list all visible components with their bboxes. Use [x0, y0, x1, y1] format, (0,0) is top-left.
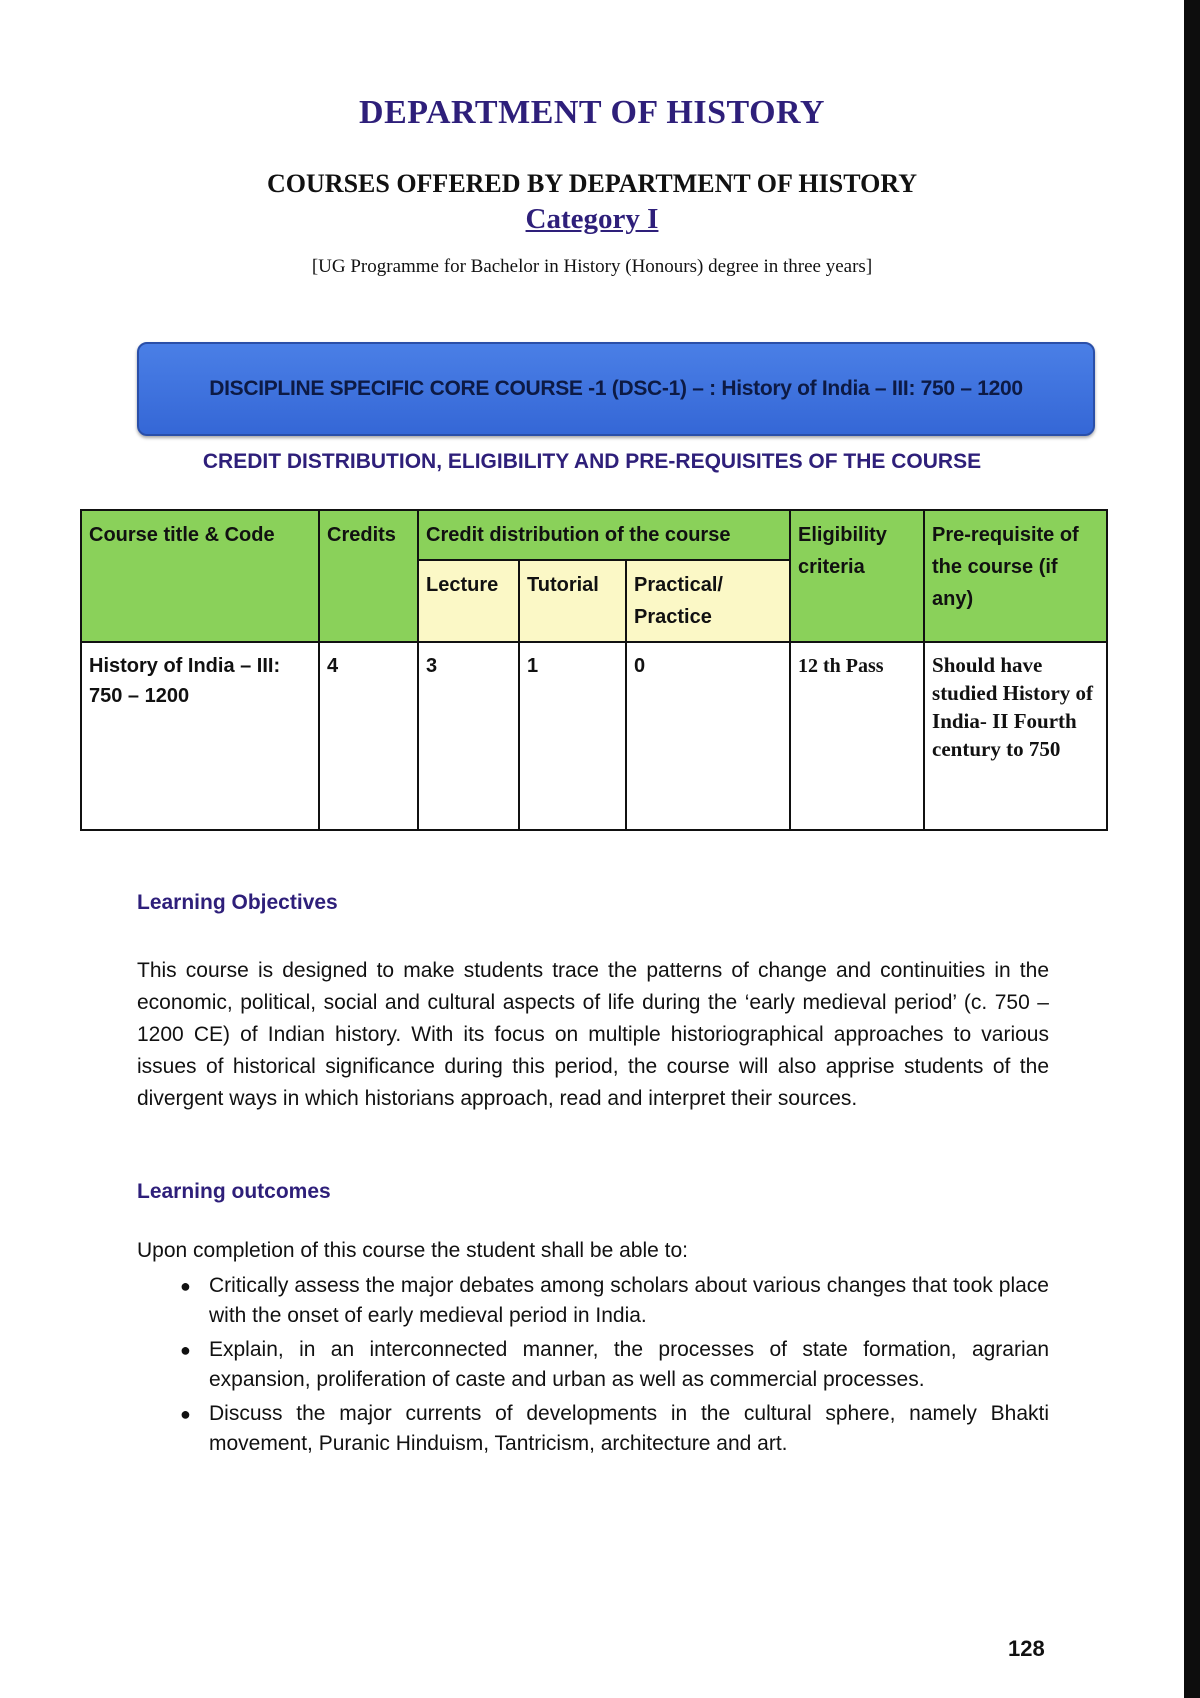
courses-title: COURSES OFFERED BY DEPARTMENT OF HISTORY — [267, 169, 917, 198]
list-item — [137, 1271, 1049, 1331]
table-row — [81, 642, 1107, 830]
bullet-icon: ● — [180, 1276, 191, 1296]
outcome-text: Critically assess the major debates among scholars about various changes that took place with the onset of early medieval period in India. — [209, 1274, 1049, 1327]
cell-course-title: History of India – III: 750 – 1200 — [81, 642, 319, 830]
header-tutorial: Tutorial — [519, 560, 626, 642]
category-label: Category I — [525, 203, 659, 235]
bullet-icon: ● — [180, 1404, 191, 1424]
header-practical: Practical/ Practice — [626, 560, 790, 642]
cell-tutorial: 1 — [519, 642, 626, 830]
outcome-text: Explain, in an interconnected manner, the processes of state formation, agrarian expansion, proliferation of caste and urban as well as commercial processes. — [209, 1338, 1049, 1391]
page-number: 128 — [1008, 1636, 1045, 1661]
header-prerequisite: Pre-requisite of the course (if any) — [924, 510, 1107, 642]
table-header-row — [81, 510, 1107, 560]
cell-lecture: 3 — [418, 642, 519, 830]
cell-credits: 4 — [319, 642, 418, 830]
course-banner — [137, 342, 1095, 436]
list-item — [137, 1335, 1049, 1395]
header-course-title: Course title & Code — [81, 510, 319, 642]
credit-distribution-table — [80, 509, 1108, 831]
header-lecture: Lecture — [418, 560, 519, 642]
bullet-icon: ● — [180, 1340, 191, 1360]
learning-outcomes-list — [137, 1271, 1049, 1463]
learning-objectives-text: This course is designed to make students trace the patterns of change and continuities in the economic, political, social and cultural aspects of life during the ‘early medieval period’ (c. 750 – 1200 CE) of Indian history. With its focus on multiple historiographical approaches to various issues of historical significance during this period, the course will also apprise students of the divergent ways in which historians approach, read and interpret their sources. — [137, 959, 1049, 1110]
programme-description: [UG Programme for Bachelor in History (Honours) degree in three years] — [311, 256, 873, 277]
cell-prerequisite: Should have studied History of India- II Fourth century to 750 — [924, 642, 1107, 830]
learning-objectives-heading: Learning Objectives — [137, 891, 338, 914]
list-item — [137, 1399, 1049, 1459]
header-credit-distribution: Credit distribution of the course — [418, 510, 790, 560]
learning-outcomes-intro: Upon completion of this course the student shall be able to: — [137, 1239, 689, 1262]
credit-distribution-heading: CREDIT DISTRIBUTION, ELIGIBILITY AND PRE-REQUISITES OF THE COURSE — [202, 450, 982, 473]
page-edge — [1184, 0, 1200, 1698]
header-eligibility: Eligibility criteria — [790, 510, 924, 642]
cell-eligibility: 12 th Pass — [790, 642, 924, 830]
learning-outcomes-heading: Learning outcomes — [137, 1180, 331, 1203]
outcome-text: Discuss the major currents of developments in the cultural sphere, namely Bhakti movement, Puranic Hinduism, Tantricism, architecture and art. — [209, 1402, 1049, 1455]
cell-practical: 0 — [626, 642, 790, 830]
department-title: DEPARTMENT OF HISTORY — [359, 94, 825, 131]
header-credits: Credits — [319, 510, 418, 642]
course-banner-text: DISCIPLINE SPECIFIC CORE COURSE -1 (DSC-1) – : History of India – III: 750 – 1200 — [209, 377, 1023, 400]
